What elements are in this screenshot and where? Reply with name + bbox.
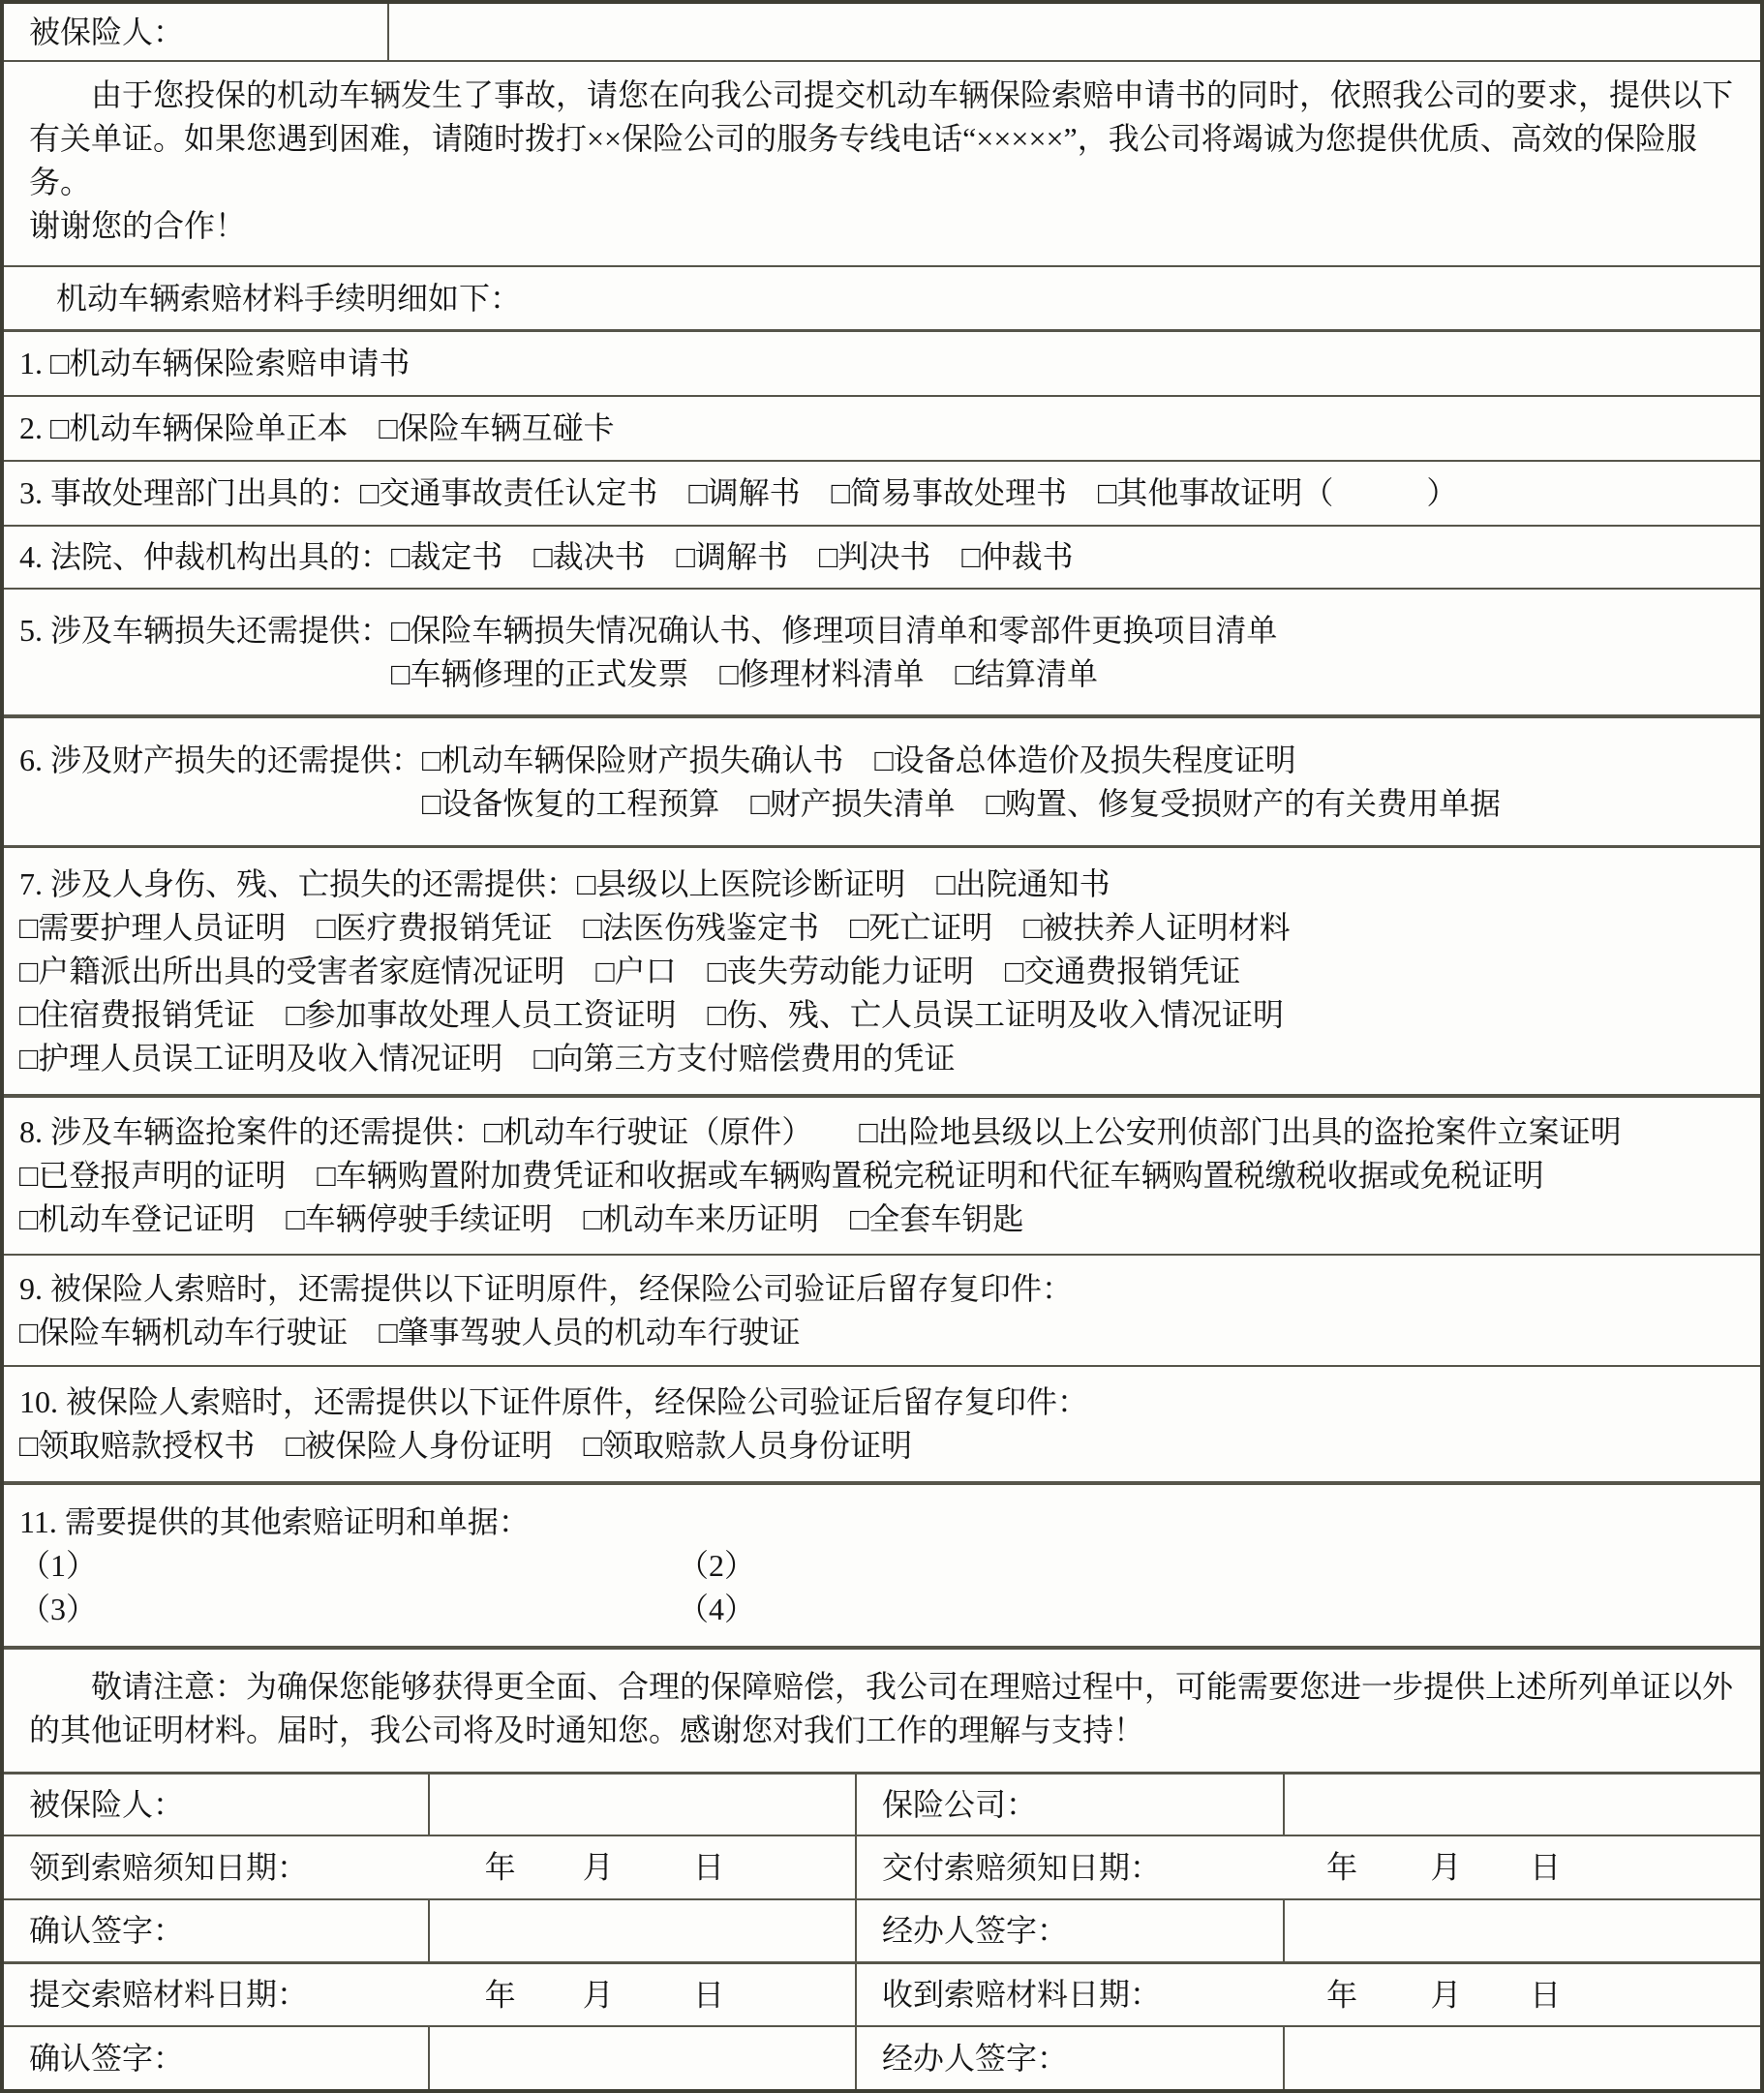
item-row-1 [4, 329, 1760, 395]
item-10-line-1: 10. 被保险人索赔时，还需提供以下证件原件，经保险公司验证后留存复印件： [19, 1384, 1089, 1419]
year-label: 年 [1326, 1977, 1358, 2012]
sig-handler-sign-label: 经办人签字： [855, 1900, 1283, 1961]
year-label: 年 [484, 1977, 516, 2012]
sig-confirm-sign-label: 确认签字： [29, 1913, 185, 1948]
sig-delivered-date-label: 交付索赔须知日期： [882, 1849, 1162, 1885]
item-6-line-1: □机动车辆保险财产损失确认书 □设备总体造价及损失程度证明 [422, 742, 1296, 777]
item-row-8 [4, 1094, 1760, 1254]
item-5-line-1: □保险车辆损失情况确认书、修理项目清单和零部件更换项目清单 [391, 612, 1278, 648]
month-label: 月 [1430, 1849, 1462, 1885]
sig-received-date-label: 领到索赔须知日期： [29, 1849, 309, 1885]
day-label: 日 [692, 1849, 724, 1885]
sig-insured-label: 被保险人： [29, 1786, 185, 1822]
item-9-line-1: 9. 被保险人索赔时，还需提供以下证明原件，经保险公司验证后留存复印件： [19, 1270, 1074, 1306]
item-7-line-3: □户籍派出所出具的受害者家庭情况证明 □户口 □丧失劳动能力证明 □交通费报销凭证 [19, 953, 1241, 988]
item-10-line-2: □领取赔款授权书 □被保险人身份证明 □领取赔款人员身份证明 [19, 1428, 912, 1463]
sig-company-label: 保险公司： [855, 1774, 1283, 1835]
month-label: 月 [1430, 1977, 1462, 2012]
item-9-line-2: □保险车辆机动车行驶证 □肇事驾驶人员的机动车行驶证 [19, 1314, 801, 1350]
year-label: 年 [484, 1849, 516, 1885]
item-7-line-5: □护理人员误工证明及收入情况证明 □向第三方支付赔偿费用的凭证 [19, 1040, 956, 1076]
detail-heading-row [4, 265, 1760, 329]
notice-paragraph: 敬请注意：为确保您能够获得更全面、合理的保障赔偿，我公司在理赔过程中，可能需要您进一步提供上述所列单证以外的其他证明材料。届时，我公司将及时通知您。感谢您对我们工作的理解与支持！ [29, 1669, 1734, 1747]
sig-row-notice-dates [4, 1835, 1760, 1898]
item-11-slot-2: （2） [678, 1547, 756, 1583]
item-row-11 [4, 1481, 1760, 1646]
item-8-line-3: □机动车登记证明 □车辆停驶手续证明 □机动车来历证明 □全套车钥匙 [19, 1201, 1024, 1236]
insured-header-row [4, 4, 1760, 60]
item-4-text: 4. 法院、仲裁机构出具的：□裁定书 □裁决书 □调解书 □判决书 □仲裁书 [19, 539, 1074, 574]
item-11-slot-4: （4） [678, 1591, 756, 1626]
sig-receive-materials-date-cell [855, 1964, 1760, 2025]
item-row-3 [4, 460, 1760, 525]
insured-value-blank [389, 4, 1760, 60]
item-11-slot-1: （1） [19, 1547, 98, 1583]
item-row-5 [4, 588, 1760, 714]
item-row-6 [4, 714, 1760, 845]
sig-confirm-sign-label: 确认签字： [29, 2040, 185, 2076]
item-6-line-2: □设备恢复的工程预算 □财产损失清单 □购置、修复受损财产的有关费用单据 [422, 785, 1502, 821]
item-row-4 [4, 525, 1760, 588]
item-2-text: 2. □机动车辆保险单正本 □保险车辆互碰卡 [19, 410, 615, 445]
month-label: 月 [582, 1849, 614, 1885]
day-label: 日 [1530, 1977, 1562, 2012]
item-6-label: 6. 涉及财产损失的还需提供： [19, 742, 423, 777]
sig-delivered-date-cell [855, 1836, 1760, 1898]
item-7-line-4: □住宿费报销凭证 □参加事故处理人员工资证明 □伤、残、亡人员误工证明及收入情况证明 [19, 996, 1284, 1032]
sig-handler-sign-blank [1283, 1900, 1760, 1961]
item-row-10 [4, 1365, 1760, 1481]
item-7-line-1: 7. 涉及人身伤、残、亡损失的还需提供：□县级以上医院诊断证明 □出院通知书 [19, 865, 1110, 901]
item-1-text: 1. □机动车辆保险索赔申请书 [19, 346, 411, 380]
sig-submit-date-label: 提交索赔材料日期： [29, 1977, 309, 2012]
item-11-slots-b [19, 1588, 1750, 1631]
notice-row [4, 1646, 1760, 1772]
sig-row-material-dates [4, 1961, 1760, 2025]
day-label: 日 [1530, 1849, 1562, 1885]
signature-table [4, 1772, 1760, 2089]
day-label: 日 [692, 1977, 724, 2012]
sig-received-date-cell [4, 1836, 855, 1898]
detail-heading: 机动车辆索赔材料手续明细如下： [56, 280, 522, 316]
insured-label: 被保险人： [4, 4, 389, 60]
item-11-heading: 11. 需要提供的其他索赔证明和单据： [19, 1503, 530, 1539]
sig-receive-materials-date-label: 收到索赔材料日期： [882, 1977, 1162, 2012]
sig-company-value-blank [1283, 1774, 1760, 1835]
month-label: 月 [582, 1977, 614, 2012]
item-row-2 [4, 395, 1760, 460]
item-8-line-1: 8. 涉及车辆盗抢案件的还需提供：□机动车行驶证（原件） □出险地县级以上公安刑侦部门出具的盗抢案件立案证明 [19, 1114, 1622, 1149]
intro-section [4, 60, 1760, 265]
sig-confirm-sign-blank [428, 2027, 855, 2089]
sig-row-sign-2 [4, 2025, 1760, 2089]
item-row-7 [4, 845, 1760, 1094]
item-row-9 [4, 1254, 1760, 1365]
intro-paragraph: 由于您投保的机动车辆发生了事故，请您在向我公司提交机动车辆保险索赔申请书的同时，依照我公司的要求，提供以下有关单证。如果您遇到困难，请随时拨打××保险公司的服务专线电话“×××××”，我公司将竭诚为您提供优质、高效的保险服务。 [29, 77, 1734, 199]
sig-confirm-sign-blank [428, 1900, 855, 1961]
item-5-line-2: □车辆修理的正式发票 □修理材料清单 □结算清单 [391, 655, 1099, 691]
item-5-label: 5. 涉及车辆损失还需提供： [19, 612, 392, 648]
sig-row-sign-1 [4, 1898, 1760, 1961]
item-11-slots-a [19, 1544, 1750, 1588]
item-11-slot-3: （3） [19, 1591, 98, 1626]
item-7-line-2: □需要护理人员证明 □医疗费报销凭证 □法医伤残鉴定书 □死亡证明 □被扶养人证明材料 [19, 909, 1291, 945]
item-8-line-2: □已登报声明的证明 □车辆购置附加费凭证和收据或车辆购置税完税证明和代征车辆购置税缴税收据或免税证明 [19, 1158, 1544, 1193]
sig-handler-sign-blank [1283, 2027, 1760, 2089]
year-label: 年 [1326, 1849, 1358, 1885]
sig-handler-sign-label: 经办人签字： [855, 2027, 1283, 2089]
item-3-text: 3. 事故处理部门出具的：□交通事故责任认定书 □调解书 □简易事故处理书 □其他事故证明（ ） [19, 475, 1458, 510]
intro-thanks: 谢谢您的合作！ [29, 208, 247, 243]
sig-submit-date-cell [4, 1964, 855, 2025]
sig-insured-value-blank [428, 1774, 855, 1835]
sig-row-insured-company [4, 1772, 1760, 1835]
